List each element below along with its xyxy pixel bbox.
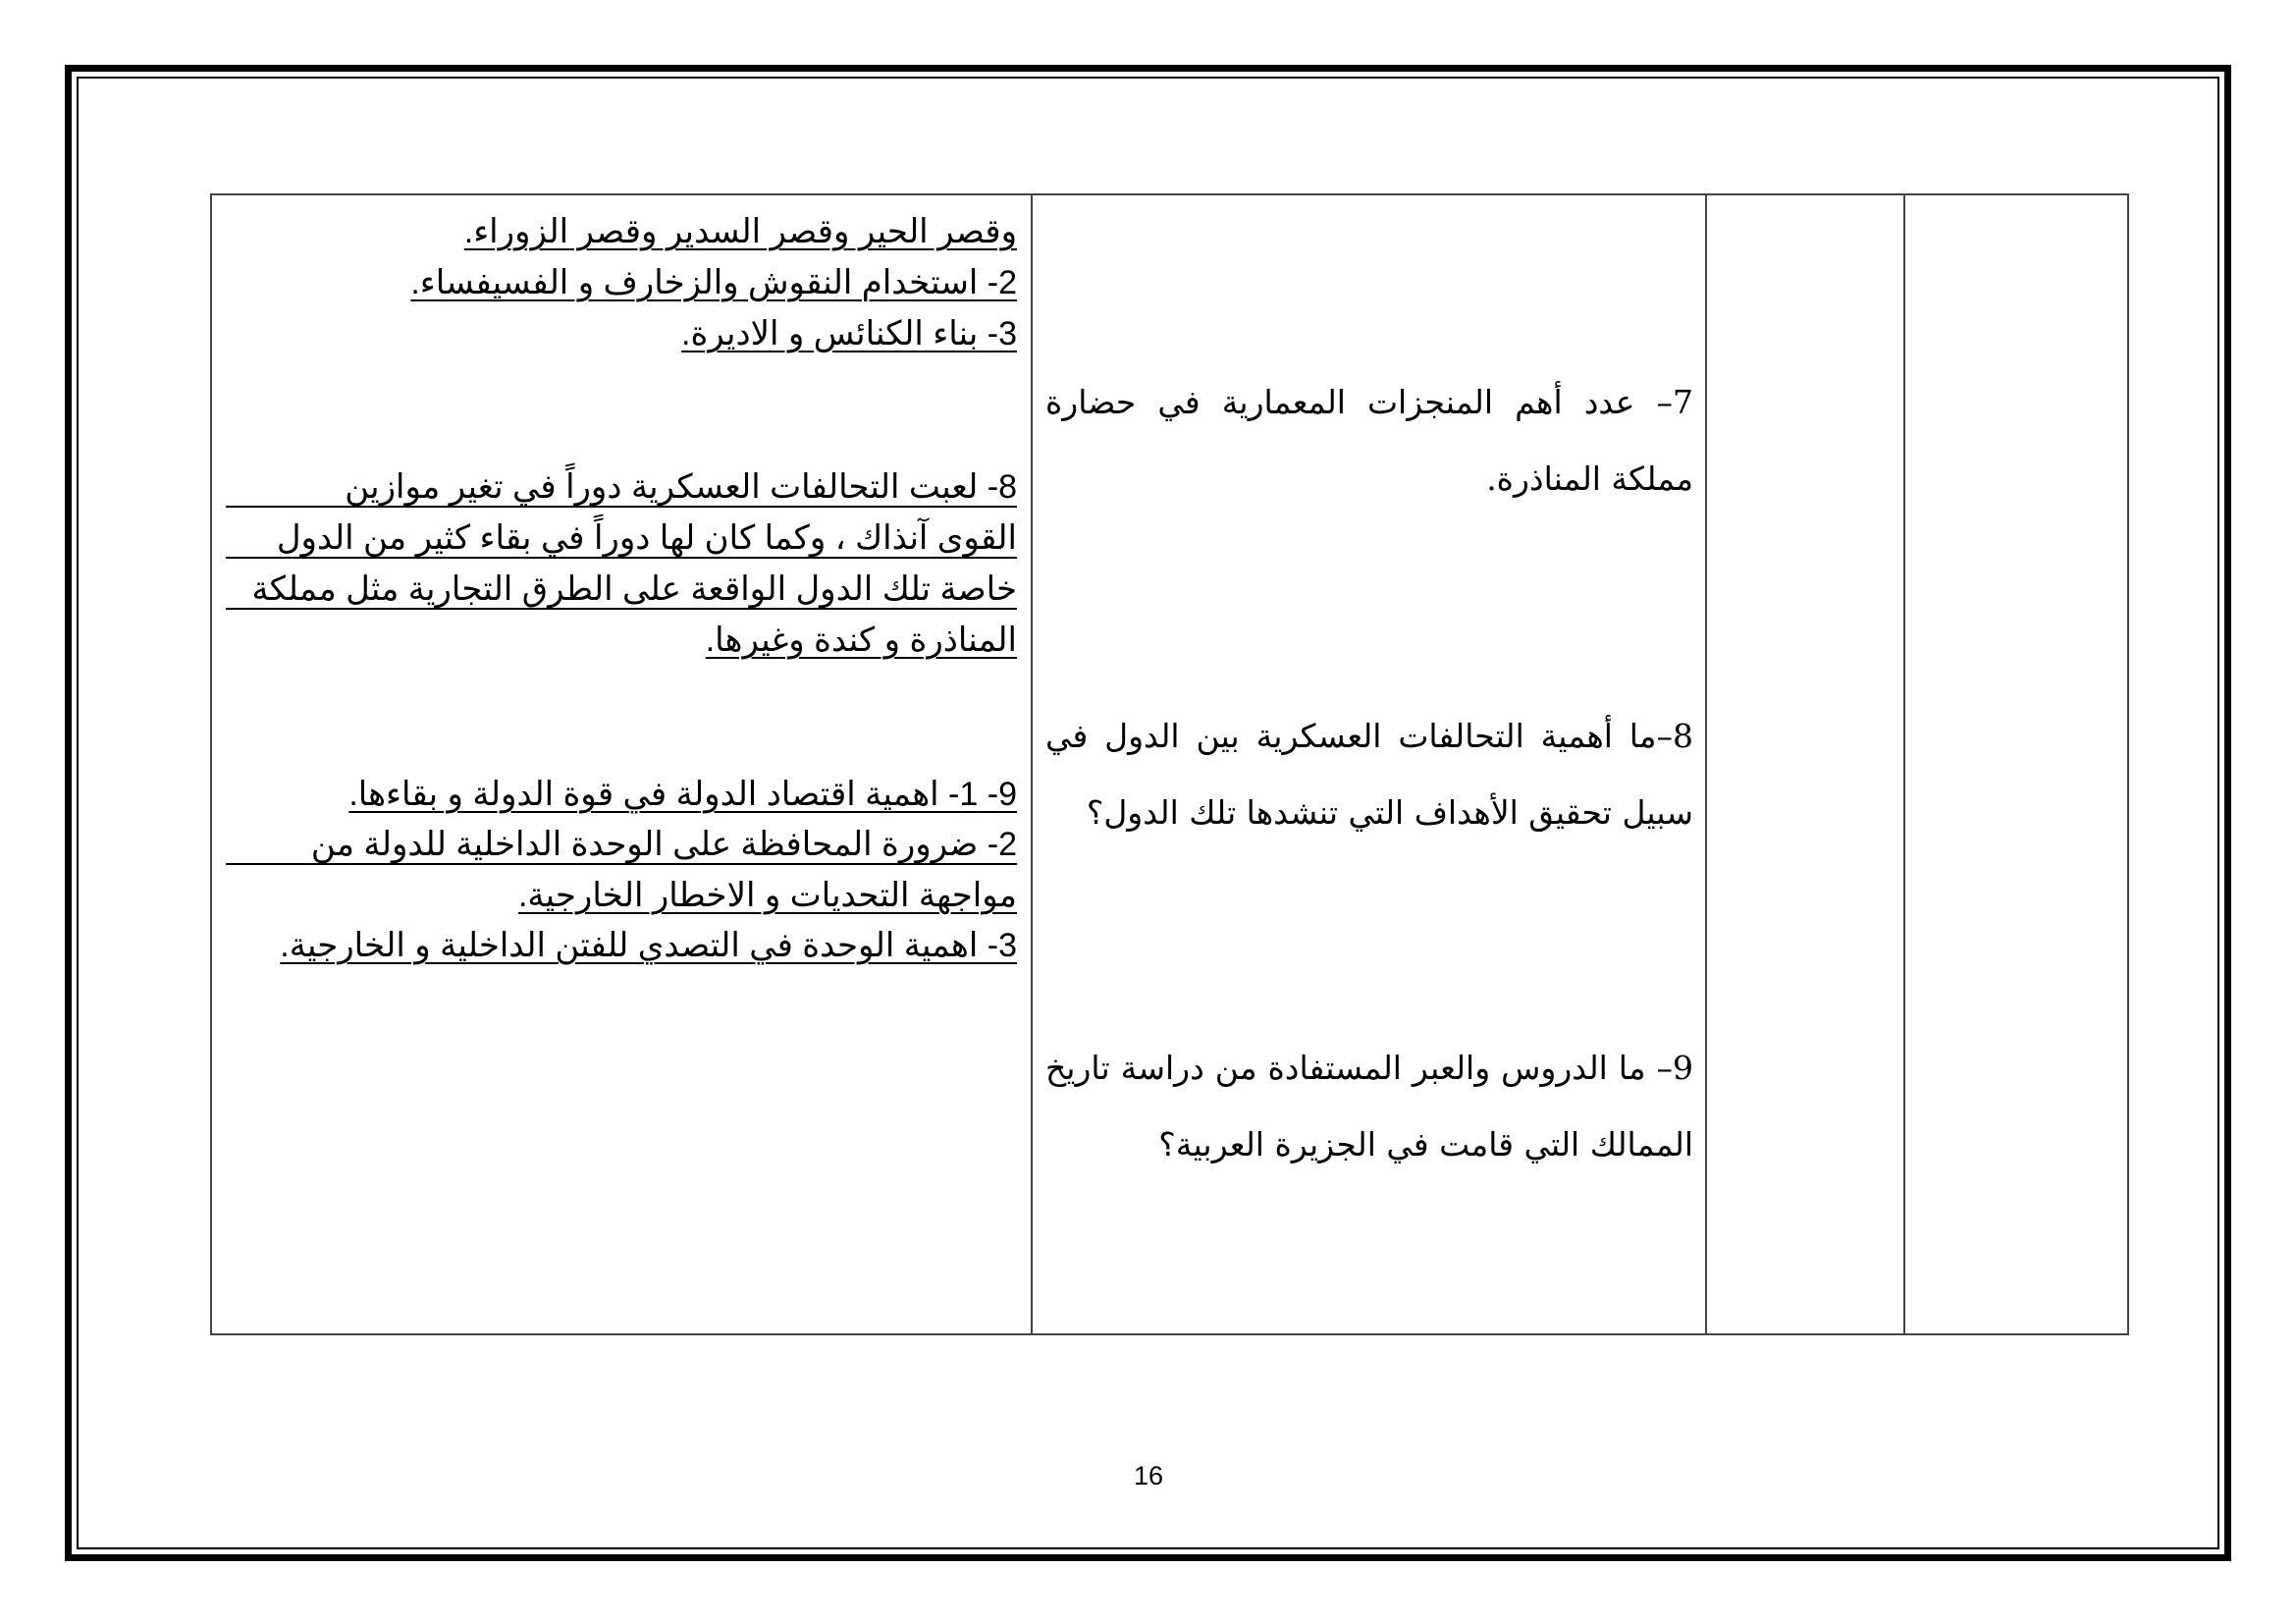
answer-line: 2- استخدام النقوش والزخارف و الفسيفساء.: [410, 264, 1017, 301]
empty-cell: [1707, 195, 1903, 1333]
question-text: 7– عدد أهم المنجزات المعمارية في حضارة مملكة المناذرة.: [1045, 383, 1693, 498]
answer-line: 3- اهمية الوحدة في التصدي للفتن الداخلية و الخارجية.: [280, 927, 1017, 964]
answer-line: 2- ضرورة المحافظة على الوحدة الداخلية للدولة من: [226, 828, 1017, 865]
empty-cell: [1905, 195, 2129, 1333]
answer-line: وقصر الحير وقصر السدير وقصر الزوراء.: [463, 213, 1017, 250]
answer-line: خاصة تلك الدول الواقعة على الطرق التجارية مثل مملكة: [226, 572, 1017, 610]
answer-line: مواجهة التحديات و الاخطار الخارجية.: [517, 877, 1017, 914]
question-text: 9– ما الدروس والعبر المستفادة من دراسة تاريخ الممالك التي قامت في الجزيرة العربية؟: [1045, 1049, 1693, 1164]
answer-line: 3- بناء الكنائس و الاديرة.: [681, 315, 1017, 352]
answer-line: 8- لعبت التحالفات العسكرية دوراً في تغير موازين: [226, 470, 1017, 508]
answers-cell: [212, 195, 1031, 1333]
answer-line: 9- 1- اهمية اقتصاد الدولة في قوة الدولة و بقاءها.: [348, 776, 1017, 813]
questions-table: [210, 193, 2129, 1335]
answer-8: [226, 470, 1017, 673]
question-7: [1045, 364, 1693, 517]
page-number: 16: [1133, 1461, 1164, 1490]
questions-cell: [1033, 195, 1705, 1333]
question-8: [1045, 698, 1693, 851]
answer-line: القوى آنذاك ، وكما كان لها دوراً في بقاء كثير من الدول: [226, 521, 1017, 559]
question-9: [1045, 1030, 1693, 1183]
answer-line: المناذرة و كندة وغيرها.: [705, 622, 1017, 659]
answer-7: [226, 215, 1017, 368]
answer-9: [226, 778, 1017, 979]
question-text: 8–ما أهمية التحالفات العسكرية بين الدول في سبيل تحقيق الأهداف التي تنشدها تلك الدول؟: [1045, 717, 1693, 832]
